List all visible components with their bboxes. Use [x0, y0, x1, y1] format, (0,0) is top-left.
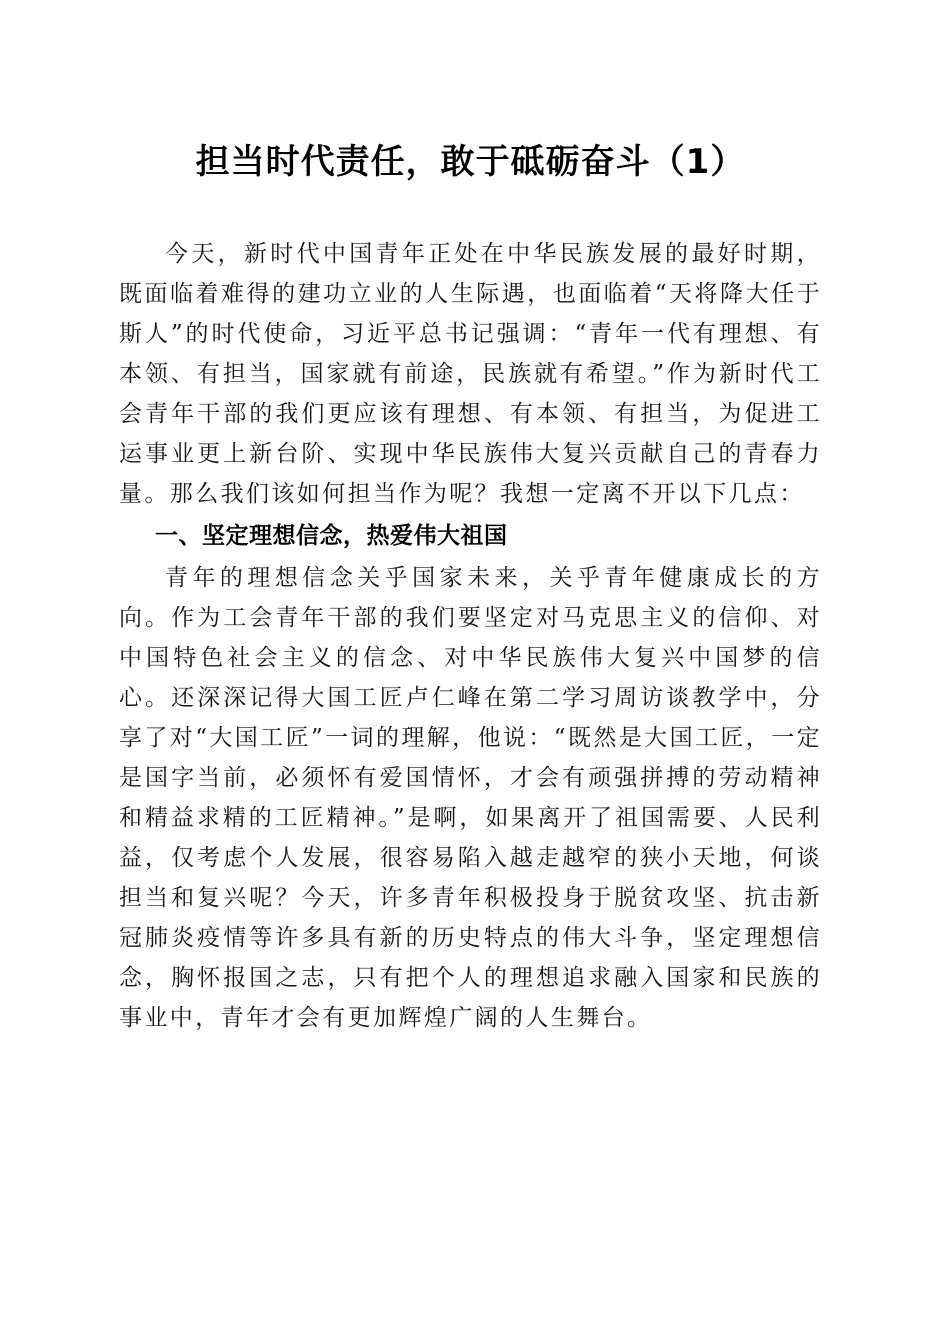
- document-title: 担当时代责任，敢于砥砺奋斗（1）: [195, 142, 746, 182]
- section-heading-1: 一、坚定理想信念，热爱伟大祖国: [155, 523, 508, 549]
- section-paragraph-1: 青年的理想信念关乎国家未来，关乎青年健康成长的方向。作为工会青年干部的我们要坚定对马克思主义的信仰、对中国特色社会主义的信念、对中华民族伟大复兴中国梦的信心。还深深记得大国工匠卢仁峰在第二学习周访谈教学中，分享了对“大国工匠”一词的理解，他说：“既然是大国工匠，一定是国字当前，必须怀有爱国情怀，才会有顽强拼搏的劳动精神和精益求精的工匠精神。”是啊，如果离开了祖国需要、人民利益，仅考虑个人发展，很容易陷入越走越窄的狭小天地，何谈担当和复兴呢？今天，许多青年积极投身于脱贫攻坚、抗击新冠肺炎疫情等许多具有新的历史特点的伟大斗争，坚定理想信念，胸怀报国之志，只有把个人的理想追求融入国家和民族的事业中，青年才会有更加辉煌广阔的人生舞台。: [119, 565, 822, 1031]
- intro-paragraph: 今天，新时代中国青年正处在中华民族发展的最好时期，既面临着难得的建功立业的人生际遇，也面临着“天将降大任于斯人”的时代使命，习近平总书记强调：“青年一代有理想、有本领、有担当，国家就有前途，民族就有希望。”作为新时代工会青年干部的我们更应该有理想、有本领、有担当，为促进工运事业更上新台阶、实现中华民族伟大复兴贡献自己的青春力量。那么我们该如何担当作为呢？我想一定离不开以下几点：: [119, 241, 822, 507]
- document-body: [119, 234, 822, 1038]
